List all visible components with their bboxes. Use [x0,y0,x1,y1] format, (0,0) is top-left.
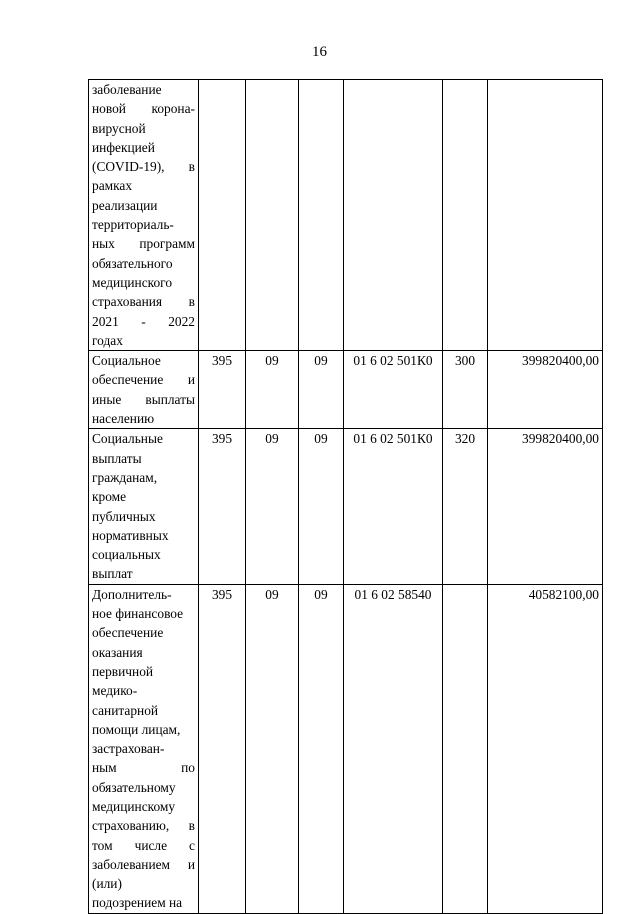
item-name-line: (или) [92,876,122,892]
section-cell: 09 [246,351,299,429]
item-name-line: выплат [92,566,133,582]
item-name-line: социальных [92,547,161,563]
item-name-line: новой корона- [92,101,195,117]
table-row [89,351,603,429]
item-name-line: публичных [92,508,156,524]
item-name-line: медицинскому [92,798,176,814]
item-name-line: инфекцией [92,139,155,155]
expense-type-cell: 300 [443,351,488,429]
item-name-line: Социальное [92,353,161,369]
item-name-line: реализации [92,197,158,213]
item-name-line: нормативных [92,527,169,543]
item-name-line: медико- [92,683,138,699]
item-name-line: (COVID-19), в [92,159,195,175]
item-name-line: первичной [92,663,154,679]
item-name-cell [89,80,199,351]
ministry-cell: 395 [199,584,246,913]
ministry-cell: 395 [199,351,246,429]
subsection-cell: 09 [299,351,344,429]
ministry-cell [199,80,246,351]
item-name-line: 2021 - 2022 [92,313,195,329]
item-name-line: обеспечение [92,625,164,641]
item-name-line: рамках [92,178,133,194]
item-name-line: оказания [92,644,143,660]
item-name-line: страхованию, в [92,818,195,834]
item-name-line: заболевание [92,82,162,97]
table-row [89,80,603,351]
target-article-cell: 01 6 02 501К0 [344,429,443,584]
subsection-cell: 09 [299,584,344,913]
section-cell: 09 [246,584,299,913]
amount-cell [488,80,603,351]
item-name-line: кроме [92,489,127,505]
item-name-line: страхования в [92,294,195,310]
amount-cell: 399820400,00 [488,429,603,584]
budget-table [88,79,603,914]
subsection-cell: 09 [299,429,344,584]
expense-type-cell: 320 [443,429,488,584]
page-number: 16 [312,44,327,60]
item-name-line: иные выплаты [92,391,195,407]
amount-cell: 399820400,00 [488,351,603,429]
target-article-cell [344,80,443,351]
ministry-cell: 395 [199,429,246,584]
item-name-cell [89,429,199,584]
expense-type-cell [443,584,488,913]
item-name-line: населению [92,411,155,427]
section-cell: 09 [246,429,299,584]
table-row [89,584,603,913]
item-name-line: Социальные [92,431,163,447]
item-name-line: Дополнитель- [92,586,172,602]
item-name-cell [89,351,199,429]
item-name-line: том числе с [92,837,195,853]
item-name-line: обеспечение и [92,372,195,388]
item-name-line: медицинского [92,274,173,290]
item-name-line: вирусной [92,120,146,136]
item-name-line: ных программ [92,236,195,252]
item-name-line: выплаты [92,450,142,466]
item-name-line: ным по [92,760,195,776]
item-name-line: годах [92,332,123,348]
target-article-cell: 01 6 02 501К0 [344,351,443,429]
item-name-line: гражданам, [92,469,158,485]
item-name-line: заболеванием и [92,856,195,872]
item-name-line: ное финансовое [92,606,184,622]
expense-type-cell [443,80,488,351]
amount-cell: 40582100,00 [488,584,603,913]
item-name-line: обязательному [92,779,176,795]
item-name-line: территориаль- [92,217,174,233]
section-cell [246,80,299,351]
item-name-line: подозрением на [92,895,183,911]
item-name-cell [89,584,199,913]
item-name-line: санитарной [92,702,159,718]
item-name-line: помощи лицам, [92,721,181,737]
table-row [89,429,603,584]
item-name-line: застрахован- [92,741,165,757]
subsection-cell [299,80,344,351]
target-article-cell: 01 6 02 58540 [344,584,443,913]
item-name-line: обязательного [92,255,173,271]
